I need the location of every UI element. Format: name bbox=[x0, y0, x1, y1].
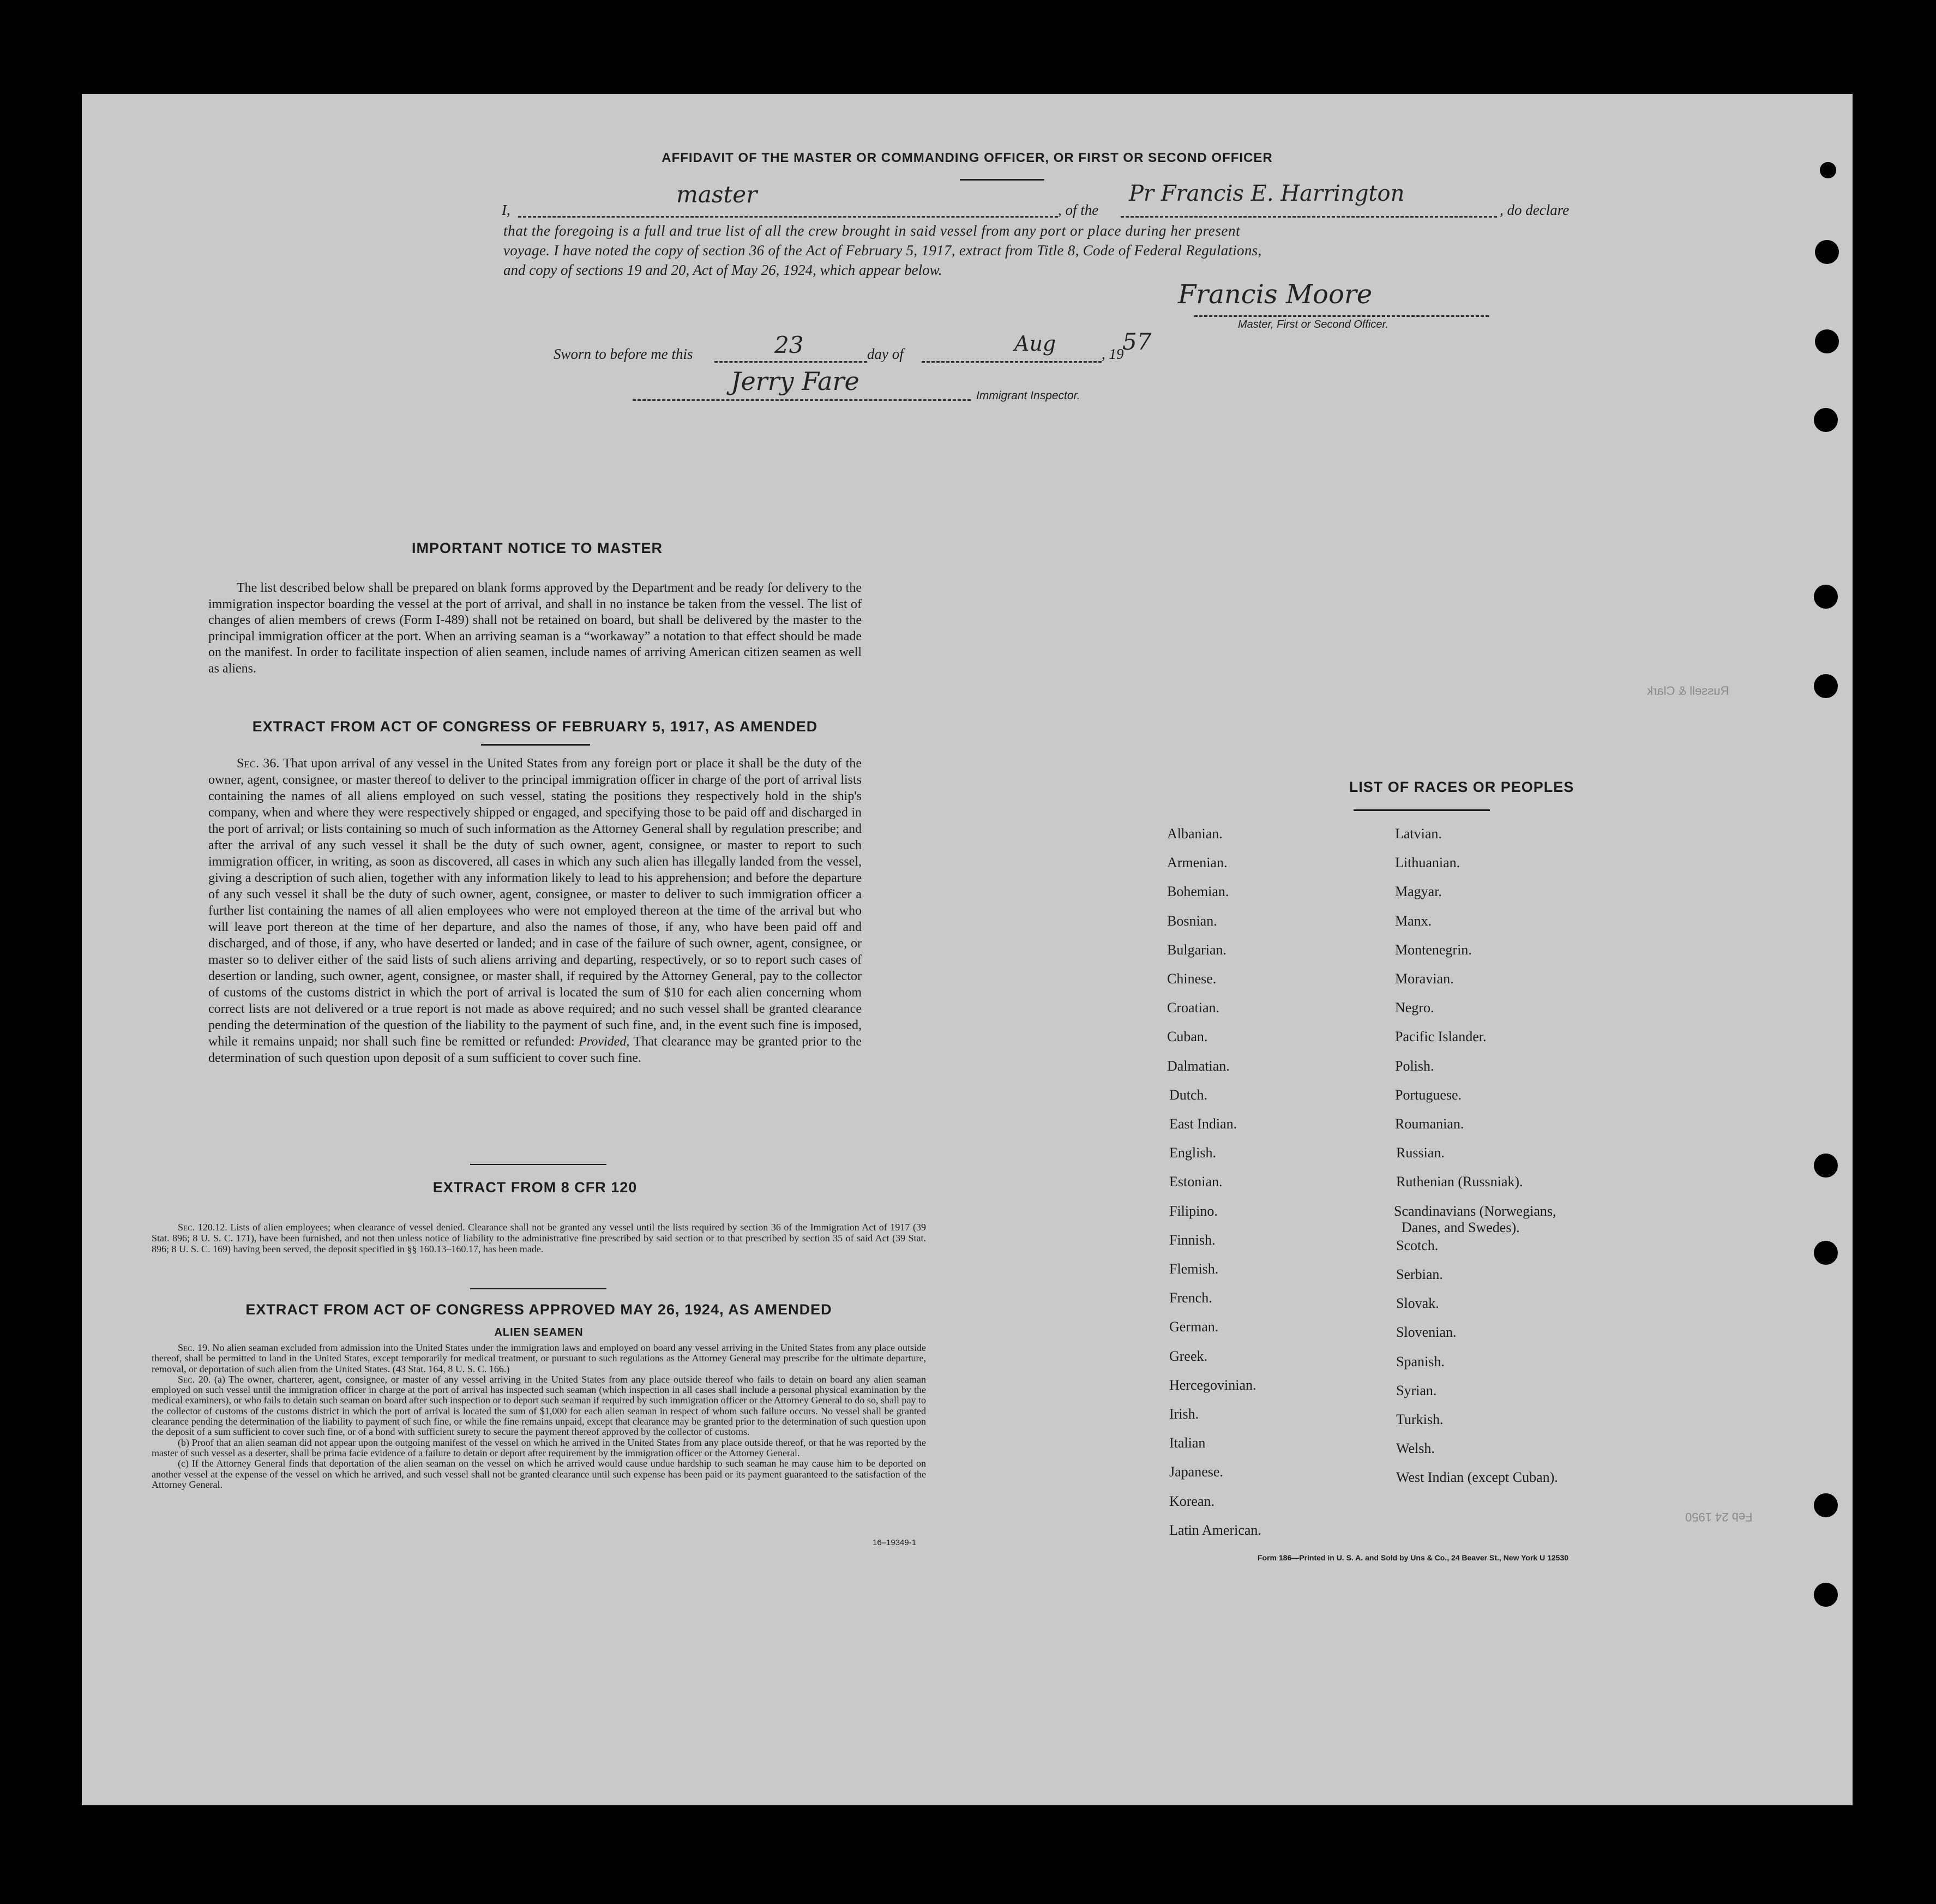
race-item: Japanese. bbox=[1169, 1464, 1223, 1480]
handwritten-master: master bbox=[676, 181, 757, 208]
race-item: Negro. bbox=[1395, 1000, 1434, 1016]
master-caption: Master, First or Second Officer. bbox=[1238, 319, 1389, 331]
race-item: Filipino. bbox=[1169, 1203, 1218, 1219]
form-code: 16–19349-1 bbox=[873, 1538, 917, 1547]
vessel-name-line bbox=[1121, 216, 1497, 218]
1924-divider-top bbox=[470, 1288, 606, 1289]
race-item: English. bbox=[1169, 1145, 1216, 1161]
race-item: Syrian. bbox=[1396, 1382, 1437, 1398]
race-item: Irish. bbox=[1169, 1406, 1199, 1422]
race-item: Bohemian. bbox=[1167, 884, 1229, 900]
race-item: Latvian. bbox=[1395, 826, 1442, 842]
race-item: Flemish. bbox=[1169, 1261, 1219, 1277]
sec-120-12-label: Sec. 120.12. bbox=[178, 1222, 227, 1233]
sec-19-label: Sec. 19. bbox=[178, 1342, 210, 1353]
punch-hole bbox=[1814, 1241, 1838, 1265]
day-line bbox=[714, 361, 867, 363]
race-item: Montenegrin. bbox=[1395, 941, 1472, 958]
race-item: East Indian. bbox=[1169, 1116, 1237, 1132]
handwritten-day: 23 bbox=[774, 332, 804, 358]
race-item: Greek. bbox=[1169, 1348, 1208, 1364]
race-item: Hercegovinian. bbox=[1169, 1377, 1256, 1393]
bleed-through-top: Russell & Clark bbox=[1647, 684, 1729, 698]
race-item: Portuguese. bbox=[1395, 1086, 1462, 1103]
race-item: Lithuanian. bbox=[1395, 855, 1460, 871]
provided-label: Provided, bbox=[579, 1035, 630, 1049]
inspector-signature: Jerry Fare bbox=[731, 367, 859, 396]
alien-seamen-subtitle: ALIEN SEAMEN bbox=[494, 1326, 584, 1338]
sec-19-body: No alien seaman excluded from admission into the United States under the immigration laws and employed on board any vessel arriving in the United States from any place outside thereof, shall be permitted to land in the United States, except temporarily for medical treatment, or pursuant to such regulations as the Attorney General may prescribe for the ultimate departure, removal, or deportation of such alien from the United States. (43 Stat. 164, 8 U. S. C. 166.) bbox=[152, 1342, 926, 1374]
race-item: West Indian (except Cuban). bbox=[1396, 1469, 1558, 1486]
affidavit-do-declare: , do declare bbox=[1500, 202, 1570, 218]
sec-20b-body: (b) Proof that an alien seaman did not appear upon the outgoing manifest of the vessel on which he arrived in the United States from any place outside thereof, or that he was reported by the master of such vessel as a deserter, shall be prima facie evidence of a failure to detain or deport after requirement by the immigration officer or the Attorney General. bbox=[152, 1437, 926, 1458]
race-item: Polish. bbox=[1395, 1058, 1434, 1074]
punch-hole bbox=[1820, 162, 1836, 178]
race-item: Roumanian. bbox=[1395, 1116, 1464, 1132]
punch-hole bbox=[1814, 1583, 1838, 1607]
race-item: Spanish. bbox=[1396, 1353, 1445, 1370]
master-signature: Francis Moore bbox=[1178, 279, 1373, 310]
affidavit-body-2: voyage. I have noted the copy of section 36 of the Act of February 5, 1917, extract from Title 8, Code of Federal Regulations, bbox=[503, 242, 1262, 259]
inspector-caption: Immigrant Inspector. bbox=[976, 389, 1080, 402]
extract-cfr-title: EXTRACT FROM 8 CFR 120 bbox=[432, 1179, 638, 1196]
handwritten-vessel: Pr Francis E. Harrington bbox=[1129, 181, 1405, 206]
race-item: Cuban. bbox=[1167, 1029, 1208, 1045]
notice-body: The list described below shall be prepared on blank forms approved by the Department and be ready for delivery to the immigration inspector boarding the vessel at the port of arrival, and shall in no instance be taken from the vessel. The list of changes of alien members of crews (Form I-489) shall not be retained on board, but shall be delivered by the master to the principal immigration officer at the port. When an arriving seaman is a “workaway” a notation to that effect should be made on the manifest. In order to facilitate inspection of alien seamen, include names of arriving American citizen seamen as well as aliens. bbox=[208, 581, 862, 676]
sec-20a-body: (a) The owner, charterer, agent, consignee, or master of any vessel arriving in the United States from any place outside thereof who fails to detain on board any alien seaman employed on such vessel until the immigration officer in charge at the port of arrival has inspected such seaman (which inspection in all cases shall include a personal physical examination by the medical examiners), or who fails to detain such seaman on board after such inspection or to deport such seaman if required by such immigration officer or the Attorney General to do so, shall pay to the collector of customs of the customs district in which the port of arrival is located the sum of $1,000 for each alien seaman in respect of whom such failure occurs. No vessel shall be granted clearance pending the determination of the liability to payment of such fine, or while the fine remains unpaid, except that clearance may be granted prior to the determination of such question upon the deposit of a sum sufficient to cover such fine, or of a bond with sufficient surety to secure the payment thereof approved by the collector of customs. bbox=[152, 1373, 927, 1438]
race-item: French. bbox=[1169, 1290, 1212, 1306]
year-prefix: , 19 bbox=[1102, 346, 1124, 362]
race-item: Albanian. bbox=[1167, 826, 1223, 842]
punch-hole bbox=[1814, 408, 1838, 432]
affidavit-body-3: and copy of sections 19 and 20, Act of May 26, 1924, which appear below. bbox=[503, 262, 942, 278]
race-item: Estonian. bbox=[1169, 1174, 1223, 1190]
race-item: Moravian. bbox=[1395, 971, 1454, 987]
race-item: Welsh. bbox=[1396, 1440, 1435, 1457]
race-item: Danes, and Swedes). bbox=[1402, 1219, 1520, 1235]
race-item: Slovak. bbox=[1396, 1295, 1439, 1312]
race-item: Turkish. bbox=[1396, 1412, 1444, 1427]
affidavit-i: I, bbox=[502, 202, 510, 218]
race-item: Dalmatian. bbox=[1167, 1058, 1230, 1074]
sec-20c-body: (c) If the Attorney General finds that deportation of the alien seaman on the vessel on which he arrived would cause undue hardship to such seaman he may cause him to be deported on another vessel at the expense of the vessel on which he arrived, and such vessel shall not be granted clearance until such expense has been paid or its payment guaranteed to the satisfaction of the Attorney General. bbox=[152, 1458, 926, 1490]
races-title: LIST OF RACES OR PEOPLES bbox=[1349, 779, 1574, 795]
race-item: Manx. bbox=[1395, 912, 1432, 929]
race-item: Dutch. bbox=[1169, 1086, 1208, 1103]
race-item: Finnish. bbox=[1169, 1232, 1216, 1248]
race-item: Croatian. bbox=[1167, 1000, 1220, 1016]
master-name-line bbox=[518, 216, 1058, 218]
extract-1924-title: EXTRACT FROM ACT OF CONGRESS APPROVED MAY 26, 1924, AS AMENDED bbox=[245, 1301, 832, 1318]
punch-hole bbox=[1815, 329, 1839, 353]
race-item: Scandinavians (Norwegians, bbox=[1394, 1203, 1556, 1219]
handwritten-year: 57 bbox=[1122, 328, 1152, 355]
sec-36-body: That upon arrival of any vessel in the United States from any foreign port or place it shall be the duty of the owner, agent, consignee, or master thereof to deliver to the principal immigration officer in charge of the port of arrival lists containing the names of all aliens employed on such vessel, stating the positions they respectively hold in the ship's company, when and where they were respectively shipped or engaged, and specifying those to be paid off and discharged in the port of arrival; or lists containing so much of such information as the Attorney General shall by regulation prescribe; and after the arrival of any such vessel it shall be the duty of such owner, agent, consignee, or master to report to such immigration officer, in writing, as soon as discovered, all cases in which any such alien has illegally landed from the vessel, giving a description of such alien, together with any information likely to lead to his apprehension; and before the departure of any such vessel it shall be the duty of such owner, agent, consignee, or master to deliver to such immigration officer a further list containing the names of all alien employees who were not employed thereon at the time of the arrival but who will leave port thereon at the time of her departure, and also the names of those, if any, who have been paid off and discharged, and of those, if any, who have deserted or landed; and in case of the failure of such owner, agent, consignee, or master so to deliver either of the said lists of such aliens arriving and departing, respectively, or so to report such cases of desertion or landing, such owner, agent, consignee, or master shall, if required by the Attorney General, pay to the collector of customs of the customs district in which the port of arrival is located the sum of $10 for each alien concerning whom correct lists are not delivered or a true report is not made as above required; and no such vessel shall be granted clearance pending the determination of the question of the liability to the payment of such fine, and, in the event such fine is imposed, while it remains unpaid; nor shall such fine be remitted or refunded: bbox=[208, 756, 862, 1049]
sec-36-paragraph bbox=[208, 755, 862, 1066]
punch-hole bbox=[1814, 585, 1838, 609]
race-item: Russian. bbox=[1396, 1145, 1445, 1161]
race-item: Korean. bbox=[1169, 1493, 1215, 1509]
signature-line bbox=[1194, 315, 1489, 317]
race-item: Ruthenian (Russniak). bbox=[1396, 1174, 1523, 1190]
race-item: Italian bbox=[1169, 1435, 1206, 1451]
sec-120-12-body: Lists of alien employees; when clearance of vessel denied. Clearance shall not be granted any vessel until the lists required by section 36 of the Immigration Act of 1917 (39 Stat. 896; 8 U. S. C. 171), have been furnished, and not then unless notice of liability to the administrative fine prescribed by said section or to that prescribed by section 35 of said Act (39 Stat. 896; 8 U. S. C. 169) having been served, the deposit specified in §§ 160.13–160.17, has been made. bbox=[152, 1222, 927, 1254]
race-item: Magyar. bbox=[1395, 884, 1442, 900]
punch-hole bbox=[1814, 674, 1838, 698]
race-item: Scotch. bbox=[1396, 1237, 1439, 1253]
affidavit-body-1: that the foregoing is a full and true list of all the crew brought in said vessel from any port or place during her present bbox=[503, 223, 1241, 239]
races-divider bbox=[1354, 809, 1490, 811]
provided-text: That clearance may be granted prior to the determination of such question upon deposit of a sum sufficient to cover such fine. bbox=[208, 1035, 862, 1065]
affidavit-title: AFFIDAVIT OF THE MASTER OR COMMANDING OFFICER, OR FIRST OR SECOND OFFICER bbox=[662, 151, 1273, 165]
punch-hole bbox=[1814, 1493, 1838, 1517]
affidavit-of-the: , of the bbox=[1058, 202, 1099, 218]
race-item: Chinese. bbox=[1167, 971, 1217, 987]
title-divider bbox=[960, 179, 1044, 181]
sections-19-20 bbox=[152, 1343, 926, 1490]
inspector-line bbox=[633, 399, 971, 401]
form-print-line: Form 186—Printed in U. S. A. and Sold by Uns & Co., 24 Beaver St., New York U 12530 bbox=[1258, 1553, 1569, 1562]
handwritten-month: Aug bbox=[1014, 332, 1056, 356]
document-page bbox=[82, 94, 1853, 1805]
day-of-text: day of bbox=[867, 346, 904, 362]
race-item: Bosnian. bbox=[1167, 912, 1217, 929]
month-line bbox=[922, 361, 1102, 363]
notice-title: IMPORTANT NOTICE TO MASTER bbox=[412, 540, 663, 556]
sec-120-12-paragraph bbox=[152, 1222, 926, 1254]
race-item: Bulgarian. bbox=[1167, 941, 1227, 958]
race-item: Latin American. bbox=[1169, 1522, 1261, 1538]
bleed-through-bottom: Feb 24 1950 bbox=[1685, 1510, 1753, 1524]
race-item: Armenian. bbox=[1167, 855, 1228, 871]
extract-1917-title: EXTRACT FROM ACT OF CONGRESS OF FEBRUARY 5, 1917, AS AMENDED bbox=[252, 718, 818, 735]
punch-hole bbox=[1815, 240, 1839, 264]
race-item: Slovenian. bbox=[1396, 1324, 1457, 1341]
sec-20-label: Sec. 20. bbox=[178, 1373, 211, 1385]
sworn-text: Sworn to before me this bbox=[554, 346, 693, 362]
extract-1917-divider bbox=[481, 744, 590, 746]
sec-36-label: Sec. 36. bbox=[237, 756, 280, 771]
punch-hole bbox=[1814, 1154, 1838, 1178]
race-item: Pacific Islander. bbox=[1395, 1029, 1487, 1045]
race-item: Serbian. bbox=[1396, 1266, 1443, 1282]
race-item: German. bbox=[1169, 1319, 1219, 1335]
cfr-divider-top bbox=[470, 1164, 606, 1165]
